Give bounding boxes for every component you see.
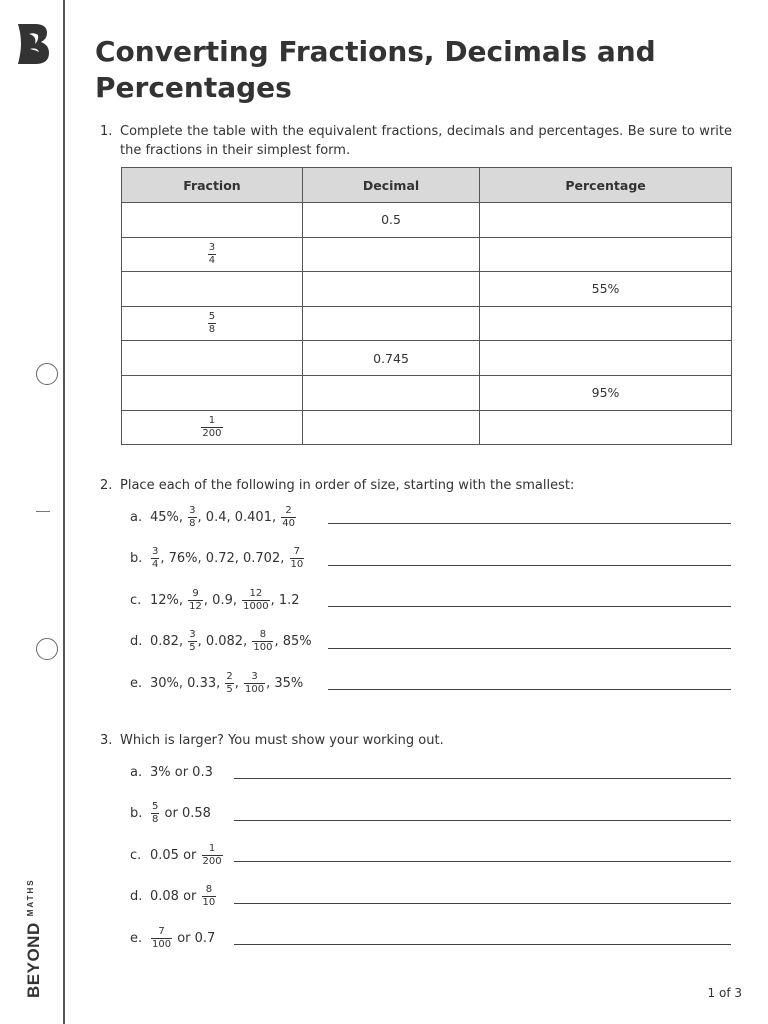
table-row (122, 341, 732, 376)
question-1: 1. Complete the table with the equivalent fractions, decimals and percentages. Be sure to write the fractions in their simplest form. (100, 124, 732, 158)
fraction: $\frac{12}{1000}$ (243, 587, 269, 612)
q3-item: b. $\frac{5}{8}$ or 0.58 (130, 801, 211, 825)
column-header-decimal: Decimal (302, 168, 479, 203)
answer-line[interactable] (328, 606, 731, 607)
fraction-cell[interactable] (122, 410, 303, 445)
q2-item: a. 45%, $\frac{3}{8}$ , 0.4, 0.401, $\frac{2}{40}$ (130, 504, 295, 529)
percentage-cell[interactable] (480, 306, 732, 341)
fraction: $\frac{3}{8}$ (189, 504, 196, 529)
answer-line[interactable] (328, 523, 731, 524)
answer-line[interactable] (234, 778, 731, 779)
fraction: $\frac{3}{4}$ (208, 241, 216, 266)
table-row (122, 306, 732, 341)
fraction: $\frac{2}{40}$ (282, 504, 295, 529)
q3-item: a. 3% or 0.3 (130, 764, 213, 780)
answer-line[interactable] (234, 903, 731, 904)
column-header-fraction: Fraction (122, 168, 303, 203)
percentage-cell[interactable] (480, 203, 732, 238)
q3-item: c. 0.05 or $\frac{1}{200}$ (130, 842, 222, 867)
decimal-cell[interactable] (302, 272, 479, 307)
q2-item: b. $\frac{3}{4}$ , 76%, 0.72, 0.702, $\frac{7}{10}$ (130, 546, 304, 570)
binder-hole (36, 638, 58, 660)
table-row (122, 272, 732, 307)
table-row (122, 410, 732, 445)
decimal-cell[interactable] (302, 375, 479, 410)
fraction-cell[interactable] (122, 203, 303, 238)
margin-line (63, 0, 65, 1024)
fraction: $\frac{7}{100}$ (152, 925, 172, 950)
fraction-cell[interactable] (122, 237, 303, 272)
fraction: $\frac{3}{100}$ (245, 670, 265, 695)
q3-item: d. 0.08 or $\frac{8}{10}$ (130, 884, 216, 908)
decimal-cell[interactable]: 0.745 (302, 341, 479, 376)
answer-line[interactable] (234, 820, 731, 821)
fold-mark (36, 511, 50, 512)
percentage-cell[interactable]: 55% (480, 272, 732, 307)
brand-text: $BEYOND^{MATHS}$ (24, 878, 43, 998)
answer-line[interactable] (328, 565, 731, 566)
table-row (122, 375, 732, 410)
decimal-cell[interactable] (302, 410, 479, 445)
fraction-cell[interactable] (122, 272, 303, 307)
q3-item: e. $\frac{7}{100}$ or 0.7 (130, 925, 216, 950)
q2-item: d. 0.82, $\frac{3}{5}$ , 0.082, $\frac{8}{100}$ , 85% (130, 629, 312, 653)
fraction: $\frac{3}{5}$ (189, 629, 196, 653)
beyond-maths-logo-icon (15, 22, 51, 66)
fraction: $\frac{2}{5}$ (226, 670, 233, 695)
answer-line[interactable] (328, 689, 731, 690)
fraction-cell[interactable] (122, 375, 303, 410)
decimal-cell[interactable]: 0.5 (302, 203, 479, 238)
percentage-cell[interactable] (480, 237, 732, 272)
page-title: Converting Fractions, Decimals and Percentages (95, 35, 656, 104)
fraction-cell[interactable] (122, 341, 303, 376)
fraction-cell[interactable] (122, 306, 303, 341)
answer-line[interactable] (234, 861, 731, 862)
fraction: $\frac{9}{12}$ (189, 587, 202, 612)
decimal-cell[interactable] (302, 237, 479, 272)
question-2: 2. Place each of the following in order of size, starting with the smallest: (100, 478, 575, 493)
percentage-cell[interactable] (480, 410, 732, 445)
question-3: 3. Which is larger? You must show your working out. (100, 733, 444, 748)
q2-item: e. 30%, 0.33, $\frac{2}{5}$ , $\frac{3}{100}$ , 35% (130, 670, 304, 695)
fraction: $\frac{7}{10}$ (290, 546, 304, 570)
fraction: $\frac{8}{10}$ (202, 884, 216, 908)
fraction: $\frac{1}{200}$ (202, 842, 222, 867)
table-row (122, 203, 732, 238)
fraction: $\frac{5}{8}$ (208, 311, 216, 336)
fraction: $\frac{1}{200}$ (202, 414, 222, 439)
table-row (122, 237, 732, 272)
binder-hole (36, 363, 58, 385)
column-header-percentage: Percentage (480, 168, 732, 203)
fraction: $\frac{5}{8}$ (152, 801, 159, 825)
conversion-table (121, 167, 732, 445)
fraction: $\frac{8}{100}$ (253, 629, 273, 653)
fraction: $\frac{3}{4}$ (152, 546, 159, 570)
answer-line[interactable] (234, 944, 731, 945)
q2-item: c. 12%, $\frac{9}{12}$ , 0.9, $\frac{12}{1000}$ , 1.2 (130, 587, 300, 612)
page-number: 1 of 3 (707, 986, 742, 1000)
decimal-cell[interactable] (302, 306, 479, 341)
percentage-cell[interactable]: 95% (480, 375, 732, 410)
percentage-cell[interactable] (480, 341, 732, 376)
answer-line[interactable] (328, 648, 731, 649)
